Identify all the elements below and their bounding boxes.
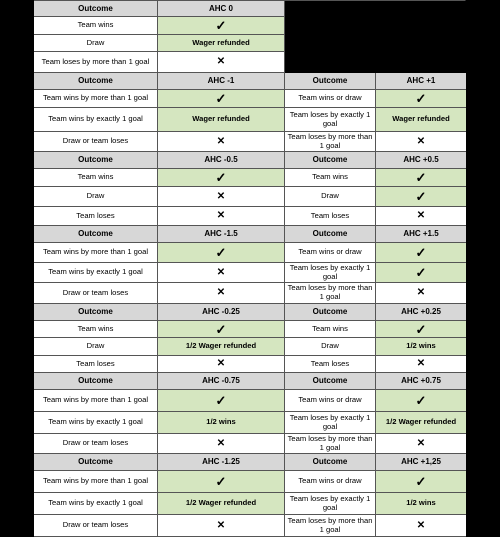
check-icon: ✓ [158, 17, 285, 35]
handicap-header: AHC +0.75 [376, 373, 466, 390]
result-cell: Wager refunded [158, 108, 285, 132]
block-header-row [34, 152, 466, 169]
table-row [34, 17, 466, 35]
check-icon: ✓ [376, 169, 466, 187]
table-row [34, 52, 466, 73]
cross-icon: ✕ [158, 434, 285, 454]
handicap-header: AHC +1.5 [376, 226, 466, 243]
handicap-table-sheet [34, 0, 466, 534]
check-icon: ✓ [376, 90, 466, 108]
cross-icon: ✕ [158, 283, 285, 304]
table-row [34, 390, 466, 412]
outcome-cell: Team wins [34, 321, 158, 338]
check-icon: ✓ [158, 390, 285, 412]
table-row [34, 187, 466, 207]
check-icon: ✓ [158, 169, 285, 187]
table-row [34, 263, 466, 283]
result-cell: 1/2 wins [376, 493, 466, 515]
outcome-cell: Team wins [34, 17, 158, 35]
outcome-header: Outcome [285, 454, 376, 471]
outcome-cell: Team wins or draw [285, 90, 376, 108]
outcome-cell: Team wins or draw [285, 390, 376, 412]
table-row [34, 35, 466, 52]
cross-icon: ✕ [158, 52, 285, 73]
cross-icon: ✕ [376, 434, 466, 454]
handicap-header: AHC +1 [376, 73, 466, 90]
result-cell: 1/2 wins [376, 338, 466, 356]
cross-icon: ✕ [376, 356, 466, 373]
outcome-cell: Team wins [285, 169, 376, 187]
outcome-cell: Draw [285, 338, 376, 356]
table-row [34, 132, 466, 152]
handicap-header: AHC -0.25 [158, 304, 285, 321]
table0-header-row [34, 0, 466, 17]
handicap-header: AHC +1,25 [376, 454, 466, 471]
outcome-cell: Team wins [285, 321, 376, 338]
outcome-header: Outcome [34, 373, 158, 390]
outcome-cell: Draw or team loses [34, 434, 158, 454]
table-row [34, 90, 466, 108]
outcome-cell: Team wins by more than 1 goal [34, 90, 158, 108]
check-icon: ✓ [376, 263, 466, 283]
outcome-cell: Team wins by exactly 1 goal [34, 108, 158, 132]
handicap-header: AHC -1.5 [158, 226, 285, 243]
check-icon: ✓ [158, 321, 285, 338]
check-icon: ✓ [158, 90, 285, 108]
outcome-cell: Team loses [34, 207, 158, 226]
cross-icon: ✕ [376, 207, 466, 226]
block-header-row [34, 454, 466, 471]
outcome-cell: Team loses by more than 1 goal [285, 515, 376, 537]
outcome-header: Outcome [34, 152, 158, 169]
outcome-header: Outcome [285, 73, 376, 90]
outcome-cell: Team loses by exactly 1 goal [285, 493, 376, 515]
cross-icon: ✕ [158, 263, 285, 283]
handicap-header: AHC +0.5 [376, 152, 466, 169]
outcome-header: Outcome [285, 304, 376, 321]
outcome-cell: Team loses by more than 1 goal [34, 52, 158, 73]
outcome-cell: Team loses by exactly 1 goal [285, 108, 376, 132]
empty-area [285, 35, 466, 52]
handicap-header: AHC -0.75 [158, 373, 285, 390]
cross-icon: ✕ [158, 515, 285, 537]
empty-area [285, 52, 466, 73]
outcome-cell: Team wins [34, 169, 158, 187]
table-row [34, 515, 466, 537]
outcome-cell: Team loses by more than 1 goal [285, 283, 376, 304]
outcome-cell: Draw or team loses [34, 283, 158, 304]
cross-icon: ✕ [158, 207, 285, 226]
table-row [34, 207, 466, 226]
outcome-header: Outcome [285, 373, 376, 390]
check-icon: ✓ [376, 187, 466, 207]
cross-icon: ✕ [376, 515, 466, 537]
table-row [34, 243, 466, 263]
outcome-cell: Draw [34, 338, 158, 356]
result-cell: 1/2 Wager refunded [376, 412, 466, 434]
check-icon: ✓ [158, 243, 285, 263]
table-row [34, 493, 466, 515]
table-row [34, 434, 466, 454]
outcome-cell: Team loses [34, 356, 158, 373]
outcome-cell: Draw [34, 35, 158, 52]
table-row [34, 356, 466, 373]
outcome-cell: Team loses by exactly 1 goal [285, 263, 376, 283]
result-cell: Wager refunded [158, 35, 285, 52]
check-icon: ✓ [158, 471, 285, 493]
handicap-header: AHC +0.25 [376, 304, 466, 321]
result-cell: 1/2 Wager refunded [158, 338, 285, 356]
outcome-cell: Team wins by exactly 1 goal [34, 263, 158, 283]
outcome-header: Outcome [34, 454, 158, 471]
outcome-cell: Team loses by exactly 1 goal [285, 412, 376, 434]
empty-area [285, 0, 466, 17]
handicap-header: AHC -0.5 [158, 152, 285, 169]
table-row [34, 338, 466, 356]
outcome-header: Outcome [34, 0, 158, 17]
outcome-cell: Team loses by more than 1 goal [285, 132, 376, 152]
table-row [34, 169, 466, 187]
outcome-header: Outcome [34, 73, 158, 90]
block-header-row [34, 373, 466, 390]
outcome-cell: Draw or team loses [34, 515, 158, 537]
check-icon: ✓ [376, 321, 466, 338]
outcome-cell: Team loses [285, 356, 376, 373]
outcome-cell: Team wins by exactly 1 goal [34, 412, 158, 434]
outcome-cell: Team wins by more than 1 goal [34, 390, 158, 412]
table-row [34, 471, 466, 493]
empty-area [285, 17, 466, 35]
cross-icon: ✕ [376, 132, 466, 152]
handicap-blocks [34, 73, 466, 537]
table-row [34, 108, 466, 132]
outcome-header: Outcome [34, 226, 158, 243]
result-cell: 1/2 wins [158, 412, 285, 434]
cross-icon: ✕ [158, 132, 285, 152]
outcome-cell: Team wins by exactly 1 goal [34, 493, 158, 515]
cross-icon: ✕ [158, 187, 285, 207]
table-row [34, 283, 466, 304]
outcome-cell: Team wins by more than 1 goal [34, 471, 158, 493]
outcome-cell: Team wins or draw [285, 243, 376, 263]
outcome-cell: Team loses [285, 207, 376, 226]
check-icon: ✓ [376, 243, 466, 263]
outcome-cell: Team wins or draw [285, 471, 376, 493]
block-header-row [34, 226, 466, 243]
table-row [34, 412, 466, 434]
result-cell: Wager refunded [376, 108, 466, 132]
handicap-header: AHC -1.25 [158, 454, 285, 471]
outcome-header: Outcome [34, 304, 158, 321]
outcome-cell: Draw or team loses [34, 132, 158, 152]
outcome-cell: Team wins by more than 1 goal [34, 243, 158, 263]
result-cell: 1/2 Wager refunded [158, 493, 285, 515]
table-row [34, 321, 466, 338]
block-header-row [34, 73, 466, 90]
outcome-cell: Team loses by more than 1 goal [285, 434, 376, 454]
outcome-header: Outcome [285, 226, 376, 243]
check-icon: ✓ [376, 390, 466, 412]
handicap-header: AHC -1 [158, 73, 285, 90]
handicap-header: AHC 0 [158, 0, 285, 17]
outcome-header: Outcome [285, 152, 376, 169]
outcome-cell: Draw [34, 187, 158, 207]
check-icon: ✓ [376, 471, 466, 493]
outcome-cell: Draw [285, 187, 376, 207]
cross-icon: ✕ [158, 356, 285, 373]
block-header-row [34, 304, 466, 321]
cross-icon: ✕ [376, 283, 466, 304]
